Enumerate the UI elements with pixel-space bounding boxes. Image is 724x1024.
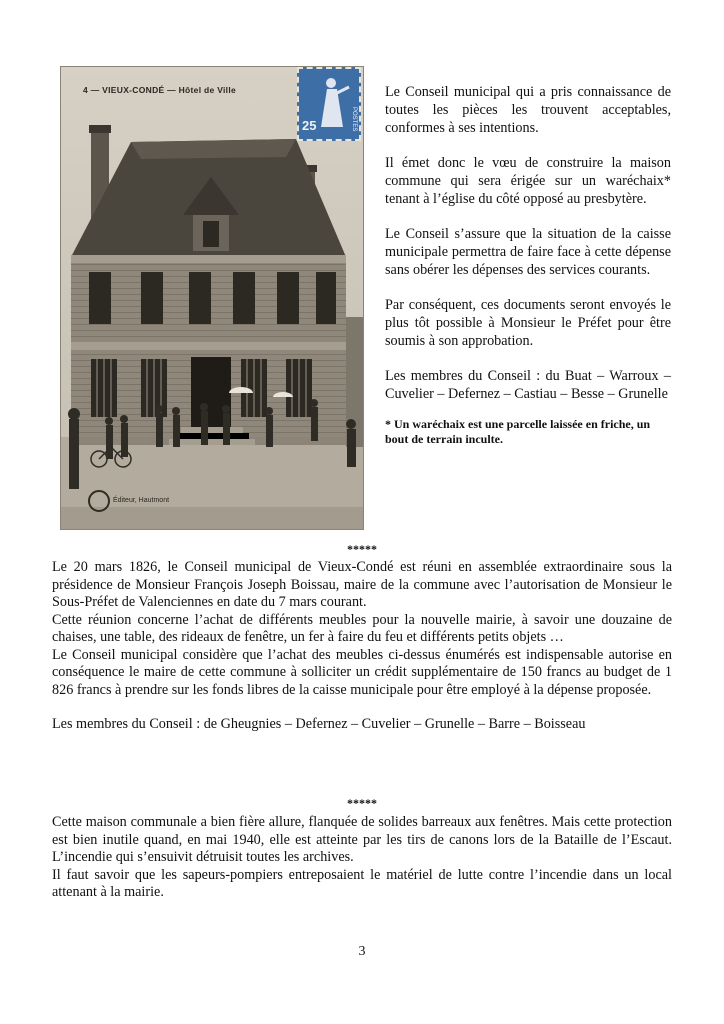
postcard-photo xyxy=(60,66,364,530)
council-members: Les membres du Conseil : du Buat – Warroux – Cuvelier – Defernez – Castiau – Besse – Grunelle xyxy=(385,368,671,402)
page-number: 3 xyxy=(358,944,366,959)
publisher-text: Éditeur, Hautmont xyxy=(113,497,170,504)
paragraph: Cette maison communale a bien fière allure, flanquée de solides barreaux aux fenêtres. Mais cette protection est bien inutile quand, en mai 1940, elle est atteinte par les tirs de canons lors de la Bataille de l’Escaut. L’incendie qui s’ensuivit détruisit toutes les archives. xyxy=(52,814,672,865)
council-members: Les membres du Conseil : de Gheugnies – Defernez – Cuvelier – Grunelle – Barre – Boisseau xyxy=(52,716,586,732)
paragraph: Il faut savoir que les sapeurs-pompiers entreposaient le matériel de lutte contre l’incendie dans un local attenant à la mairie. xyxy=(52,866,672,900)
paragraph: Le Conseil s’assure que la situation de la caisse municipale permettra de faire face à cette dépense sans obérer les dépenses des services courants. xyxy=(385,226,671,278)
right-column-text xyxy=(385,83,671,464)
footnote: * Un waréchaix est une parcelle laissée en friche, un bout de terrain inculte. xyxy=(385,417,651,446)
postage-stamp xyxy=(297,67,361,141)
paragraph: Le 20 mars 1826, le Conseil municipal de Vieux-Condé est réuni en assemblée extraordinaire sous la présidence de Monsieur François Joseph Boissau, maire de la commune avec l’autorisation de Monsieur le Sous-Préfet de Valenciennes en date du 7 mars courant. xyxy=(52,559,672,610)
photo-caption: 4 — VIEUX-CONDÉ — Hôtel de Ville xyxy=(83,85,237,95)
paragraph: Par conséquent, ces documents seront envoyés le plus tôt possible à Monsieur le Préfet pour être soumis à son approbation. xyxy=(385,297,671,349)
section-1 xyxy=(52,559,672,734)
paragraph: Cette réunion concerne l’achat de différents meubles pour la nouvelle mairie, à savoir une douzaine de chaises, une table, des rideaux de fenêtre, un fer à faire du feu et différents petits objets … xyxy=(52,611,672,645)
paragraph: Le Conseil municipal considère que l’achat des meubles ci-dessus énumérés est indispensable autorise en conséquence le maire de cette commune à solliciter un crédit supplémentaire de 150 francs au budget de 1 826 francs à prendre sur les fonds libres de la caisse municipale pour être employé à la dépense proposée. xyxy=(52,646,672,698)
stamp-value: 25 xyxy=(302,118,317,133)
stamp-label: POSTES xyxy=(351,106,357,131)
paragraph: Il émet donc le vœu de construire la maison commune qui sera érigée sur un waréchaix* tenant à l’église du côté opposé au presbytère. xyxy=(385,155,671,207)
section-separator: ***** xyxy=(347,796,377,810)
section-2 xyxy=(52,814,672,902)
paragraph: Le Conseil municipal qui a pris connaissance de toutes les pièces les trouvent acceptables, conformes à ses intentions. xyxy=(385,84,671,136)
section-separator: ***** xyxy=(347,542,377,556)
